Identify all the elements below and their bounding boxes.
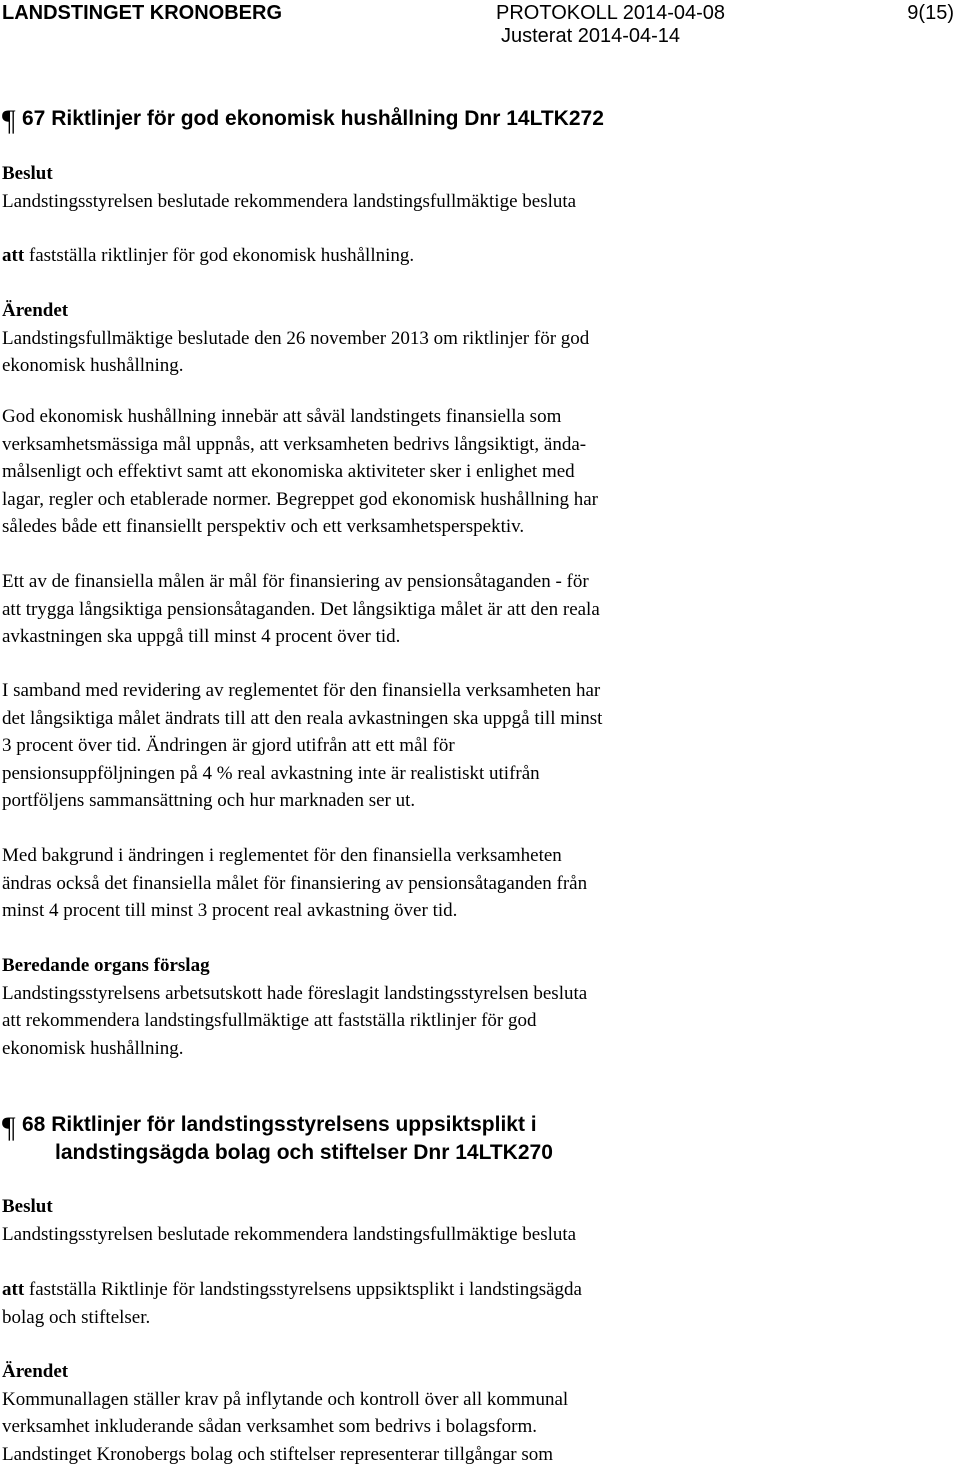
s68-beslut bbox=[2, 1193, 576, 1248]
organization-name: LANDSTINGET KRONOBERG bbox=[2, 2, 282, 24]
att-text: fastställa riktlinjer för god ekonomisk hushållning. bbox=[24, 245, 415, 266]
beslut-text: Landstingsstyrelsen beslutade rekommendera landstingsfullmäktige besluta bbox=[2, 190, 577, 212]
beslut-text: Landstingsstyrelsen beslutade rekommendera landstingsfullmäktige besluta bbox=[2, 1223, 577, 1245]
beredande-heading: Beredande organs förslag bbox=[2, 955, 210, 976]
text-line: Med bakgrund i ändringen i reglementet för den finansiella verksamheten bbox=[2, 845, 562, 866]
text-line: lagar, regler och etablerade normer. Begreppet god ekonomisk hushållning har bbox=[2, 488, 598, 510]
paragraph-mark: ¶ bbox=[2, 1111, 16, 1144]
text-line: Ett av de finansiella målen är mål för finansiering av pensionsåtaganden - för bbox=[2, 571, 589, 592]
att-keyword: att bbox=[2, 1279, 25, 1300]
arendet-line: Kommunallagen ställer krav på inflytande och kontroll över all kommunal bbox=[2, 1388, 569, 1410]
arendet-heading: Ärendet bbox=[2, 1361, 69, 1382]
protocol-date: PROTOKOLL 2014-04-08 bbox=[496, 2, 726, 24]
text-line: det långsiktiga målet ändrats till att den reala avkastningen ska uppgå till minst bbox=[2, 707, 603, 729]
text-line: målsenligt och effektivt samt att ekonomiska aktiviteter sker i enlighet med bbox=[2, 461, 575, 482]
text-line: Landstingsstyrelsens arbetsutskott hade föreslagit landstingsstyrelsen besluta bbox=[2, 982, 588, 1004]
text-line: portföljens sammansättning och hur marknaden ser ut. bbox=[2, 790, 416, 811]
text-line: 3 procent över tid. Ändringen är gjord utifrån att ett mål för bbox=[2, 735, 455, 756]
att-keyword: att bbox=[2, 245, 25, 266]
s67-paragraph-2 bbox=[2, 568, 600, 651]
s67-paragraph-1 bbox=[2, 403, 598, 541]
page-header bbox=[0, 0, 960, 80]
s67-beslut bbox=[2, 160, 576, 215]
arendet-line: ekonomisk hushållning. bbox=[2, 355, 184, 376]
section-67-title: 67 Riktlinjer för god ekonomisk hushållning Dnr 14LTK272 bbox=[22, 107, 604, 130]
adjusted-date: Justerat 2014-04-14 bbox=[501, 25, 681, 47]
text-line: I samband med revidering av reglementet för den finansiella verksamheten har bbox=[2, 680, 601, 701]
arendet-heading: Ärendet bbox=[2, 300, 69, 321]
arendet-line: Landstingsfullmäktige beslutade den 26 november 2013 om riktlinjer för god bbox=[2, 327, 590, 349]
s67-paragraph-4 bbox=[2, 842, 587, 925]
text-line: minst 4 procent till minst 3 procent real avkastning över tid. bbox=[2, 900, 458, 921]
text-line: avkastningen ska uppgå till minst 4 procent över tid. bbox=[2, 626, 401, 647]
text-line: ändras också det finansiella målet för finansiering av pensionsåtaganden från bbox=[2, 872, 588, 894]
text-line: att rekommendera landstingsfullmäktige att fastställa riktlinjer för god bbox=[2, 1010, 537, 1031]
s67-paragraph-3 bbox=[2, 677, 602, 815]
text-line: God ekonomisk hushållning innebär att såväl landstingets finansiella som bbox=[2, 406, 562, 427]
arendet-line: verksamhet inkluderande sådan verksamhet som bedrivs i bolagsform. bbox=[2, 1416, 538, 1437]
beslut-heading: Beslut bbox=[2, 163, 53, 184]
s68-arendet bbox=[2, 1358, 568, 1468]
s68-att-clause bbox=[2, 1276, 582, 1331]
section-68-title-line-1: 68 Riktlinjer för landstingsstyrelsens uppsiktsplikt i bbox=[22, 1113, 537, 1136]
text-line: således både ett finansiellt perspektiv och ett verksamhetsperspektiv. bbox=[2, 516, 525, 537]
text-line: ekonomisk hushållning. bbox=[2, 1037, 184, 1059]
att-text-continued: bolag och stiftelser. bbox=[2, 1306, 151, 1328]
text-line: verksamhetsmässiga mål uppnås, att verksamheten bedrivs långsiktigt, ända- bbox=[2, 433, 587, 455]
s67-att-clause bbox=[2, 242, 414, 270]
s67-beredande bbox=[2, 952, 587, 1062]
section-68-title-line-2: landstingsägda bolag och stiftelser Dnr 14LTK270 bbox=[55, 1141, 553, 1164]
arendet-line: Landstinget Kronobergs bolag och stiftelser representerar tillgångar som bbox=[2, 1443, 554, 1465]
beslut-heading: Beslut bbox=[2, 1196, 53, 1217]
s67-arendet bbox=[2, 297, 589, 380]
text-line: att trygga långsiktiga pensionsåtaganden. Det långsiktiga målet är att den reala bbox=[2, 598, 600, 620]
paragraph-mark: ¶ bbox=[2, 104, 16, 137]
text-line: pensionsuppföljningen på 4 % real avkastning inte är realistiskt utifrån bbox=[2, 762, 540, 784]
page-number: 9(15) bbox=[907, 2, 954, 24]
att-text: fastställa Riktlinje för landstingsstyrelsens uppsiktsplikt i landstingsägda bbox=[24, 1279, 582, 1300]
